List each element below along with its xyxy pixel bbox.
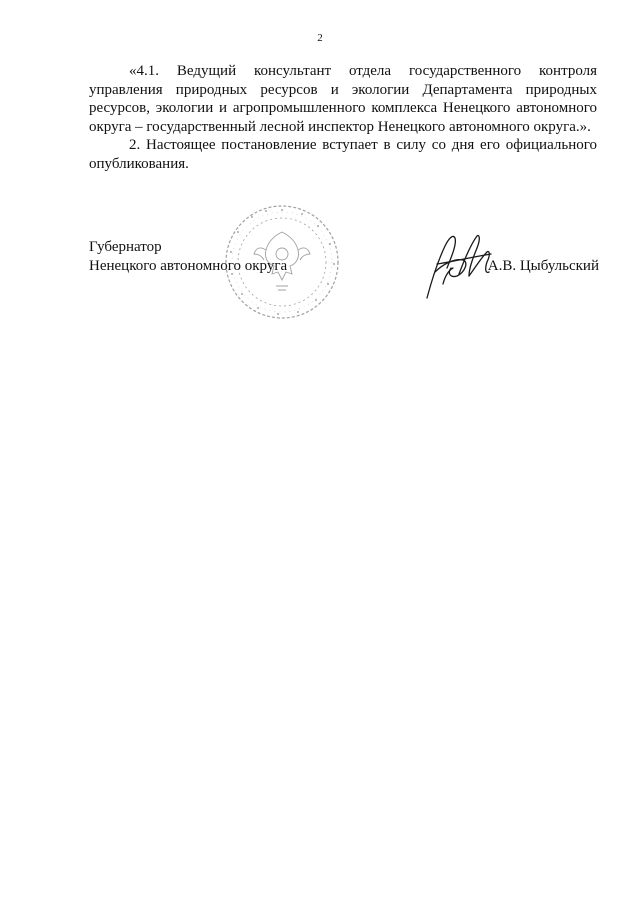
- signer-title-line1: Губернатор: [89, 239, 162, 255]
- document-body: [89, 62, 597, 173]
- signature-block: [89, 238, 599, 338]
- signer-title-line2: Ненецкого автономного округа: [89, 257, 288, 274]
- page-number: 2: [317, 32, 323, 44]
- official-seal-icon: [222, 202, 342, 322]
- signer-name: А.В. Цыбульский: [487, 257, 599, 274]
- paragraph-effective-date: 2. Настоящее постановление вступает в силу со дня его официального опубликования.: [89, 137, 597, 172]
- paragraph-amendment: «4.1. Ведущий консультант отдела государственного контроля управления природных ресурсов и экологии Департамента природных ресурсов, экологии и агропромышленного комплекса Ненецкого автономного округа – государственный лесной инспектор Ненецкого автономного округа.».: [89, 63, 597, 135]
